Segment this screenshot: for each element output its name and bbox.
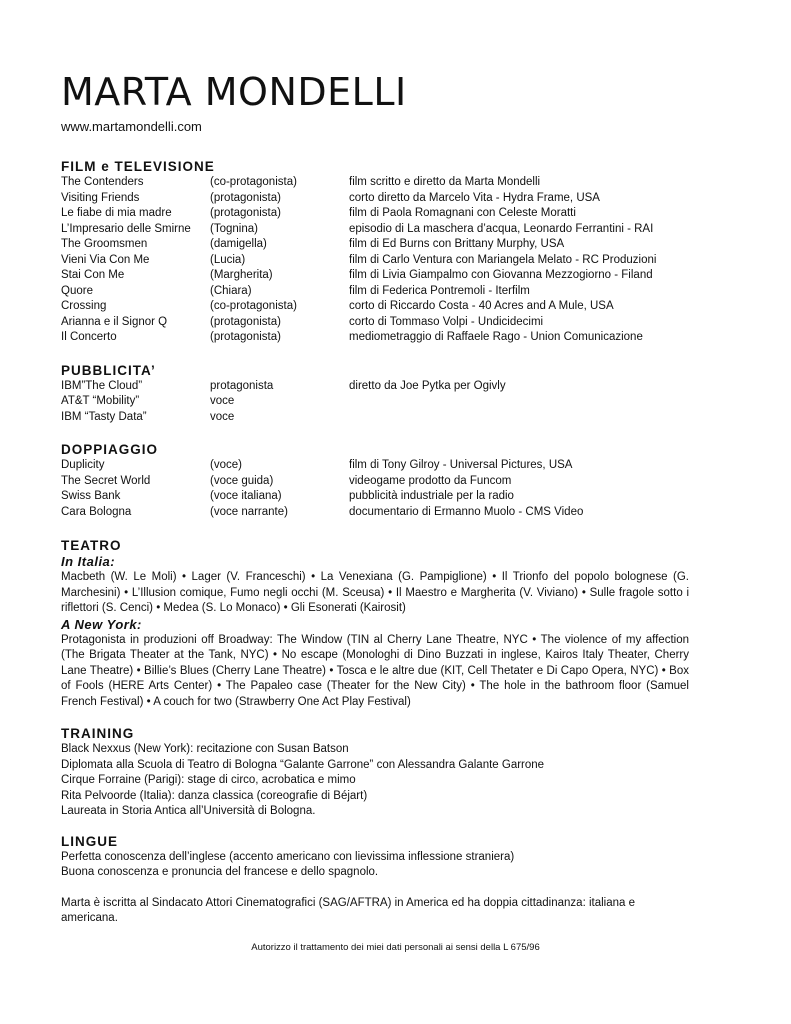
training-line: Rita Pelvoorde (Italia): danza classica (coreografie di Béjart): [61, 789, 368, 802]
section-heading-dubbing: DOPPIAGGIO: [61, 442, 159, 457]
credit-info: film di Carlo Ventura con Mariangela Melato - RC Produzioni: [349, 253, 657, 266]
credit-info: film di Tony Gilroy - Universal Pictures, USA: [349, 459, 573, 471]
training-line: Laureata in Storia Antica all’Università di Bologna.: [61, 805, 316, 817]
credit-row: [61, 315, 689, 331]
credit-title: Il Concerto: [61, 331, 117, 343]
credit-role: (voce narrante): [210, 505, 288, 518]
theatre-italy-text: Macbeth (W. Le Moli) • Lager (V. Franceschi) • La Venexiana (G. Pampiglione) • Il Trionfo del popolo bolognese (G. Marchesini) • L’Illusion comique, Fumo negli occhi (M. Sceusa) • Il Maestro e Margherita (V. Viviano) • Sulle fragole sotto i riflettori (S. Cenci) • Medea (S. Lo Monaco) • Gli Esonerati (Kairosit): [61, 571, 689, 614]
credit-row: [61, 394, 689, 410]
credit-row: [61, 489, 689, 505]
ads-list: [61, 379, 689, 426]
credit-info: film di Paola Romagnani con Celeste Moratti: [349, 207, 576, 219]
credit-role: (Margherita): [210, 269, 273, 281]
credit-role: (voce italiana): [210, 490, 282, 502]
credit-info: episodio di La maschera d’acqua, Leonardo Ferrantini - RAI: [349, 222, 654, 235]
credit-info: film di Federica Pontremoli - Iterfilm: [349, 284, 530, 297]
credit-role: (voce): [210, 459, 242, 471]
resume-page: [61, 70, 689, 927]
credit-title: Crossing: [61, 300, 107, 312]
section-heading-ads: PUBBLICITA’: [61, 362, 156, 378]
privacy-footer: Autorizzo il trattamento dei miei dati personali ai sensi della L 675/96: [251, 942, 540, 953]
credit-role: protagonista: [210, 379, 274, 392]
credit-row: [61, 379, 689, 395]
credit-role: (co-protagonista): [210, 300, 297, 312]
dubbing-list: [61, 458, 689, 520]
credit-role: (Chiara): [210, 284, 252, 297]
credit-row: [61, 330, 689, 346]
languages-section: [61, 834, 689, 927]
credit-title: Le fiabe di mia madre: [61, 207, 172, 219]
credit-info: mediometraggio di Raffaele Rago - Union Comunicazione: [349, 331, 643, 343]
credit-title: The Groomsmen: [61, 238, 148, 250]
credit-info: [349, 410, 689, 426]
credit-info: film scritto e diretto da Marta Mondelli: [349, 176, 541, 188]
section-heading-training: TRAINING: [61, 726, 135, 741]
credit-row: [61, 505, 689, 521]
credit-row: [61, 299, 689, 315]
credit-info: corto di Tommaso Volpi - Undicidecimi: [349, 315, 544, 328]
credit-role: voce: [210, 410, 235, 423]
theatre-newyork-label: A New York:: [61, 616, 142, 632]
credit-row: [61, 458, 689, 474]
credit-title: Duplicity: [61, 459, 105, 471]
credit-role: (Lucia): [210, 253, 246, 266]
credit-role: voce: [210, 395, 235, 407]
credit-role: (protagonista): [210, 191, 281, 204]
credit-title: Swiss Bank: [61, 490, 121, 502]
training-line: Cirque Forraine (Parigi): stage di circo, acrobatica e mimo: [61, 774, 356, 786]
credit-title: IBM”The Cloud”: [61, 379, 143, 392]
credit-info: [349, 394, 689, 410]
credit-role: (damigella): [210, 238, 267, 250]
credit-row: [61, 253, 689, 269]
credit-title: L’Impresario delle Smirne: [61, 222, 191, 235]
theatre-section: [61, 538, 689, 710]
credit-info: videogame prodotto da Funcom: [349, 474, 512, 487]
credit-title: Quore: [61, 284, 93, 297]
credit-row: [61, 237, 689, 253]
credit-row: [61, 268, 689, 284]
section-heading-theatre: TEATRO: [61, 538, 122, 553]
credit-title: Stai Con Me: [61, 269, 125, 281]
credit-title: AT&T “Mobility”: [61, 395, 140, 407]
credit-row: [61, 191, 689, 207]
dubbing-section: [61, 442, 689, 520]
ads-section: [61, 363, 689, 426]
credit-info: film di Ed Burns con Brittany Murphy, USA: [349, 238, 565, 250]
credit-row: [61, 474, 689, 490]
section-heading-languages: LINGUE: [61, 833, 119, 849]
credit-role: (protagonista): [210, 315, 281, 328]
language-line: Buona conoscenza e pronuncia del francese e dello spagnolo.: [61, 866, 379, 878]
union-note: Marta è iscritta al Sindacato Attori Cinematografici (SAG/AFTRA) in America ed ha doppia cittadinanza: italiana e americana.: [61, 896, 635, 924]
credit-row: [61, 222, 689, 238]
training-section: [61, 726, 689, 820]
credit-role: (co-protagonista): [210, 176, 297, 188]
credit-row: [61, 410, 689, 426]
language-line: Perfetta conoscenza dell’inglese (accento americano con lievissima inflessione straniera): [61, 850, 515, 863]
credit-title: The Secret World: [61, 474, 151, 487]
credit-title: The Contenders: [61, 176, 144, 188]
credit-info: documentario di Ermanno Muolo - CMS Video: [349, 505, 584, 518]
credit-title: IBM “Tasty Data”: [61, 410, 147, 423]
training-line: Diplomata alla Scuola di Teatro di Bologna “Galante Garrone” con Alessandra Galante Garrone: [61, 758, 545, 771]
credit-info: corto diretto da Marcelo Vita - Hydra Frame, USA: [349, 191, 600, 204]
website-link[interactable]: www.martamondelli.com: [61, 119, 202, 134]
credit-role: (protagonista): [210, 331, 281, 343]
credit-title: Cara Bologna: [61, 505, 132, 518]
credit-row: [61, 175, 689, 191]
credit-title: Vieni Via Con Me: [61, 253, 150, 266]
film-list: [61, 175, 689, 346]
credit-title: Arianna e il Signor Q: [61, 315, 168, 328]
theatre-italy-label: In Italia:: [61, 554, 116, 569]
page-title: MARTA MONDELLI: [61, 70, 407, 114]
credit-role: (Tognina): [210, 222, 258, 235]
credit-role: (protagonista): [210, 207, 281, 219]
theatre-newyork-text: Protagonista in produzioni off Broadway: The Window (TIN al Cherry Lane Theatre, NYC • The violence of my affection (The Brigata Theater at the Tank, NYC) • No escape (Monologhi di Dino Buzzati in inglese, Kairos Italy Theater, Cherry Lane Theatre) • Billie’s Blues (Cherry Lane Theatre) • Tosca e le altre due (KIT, Cell Thetater e Di Capo Opera, NYC) • Box of Fools (HERE Arts Center) • The Papaleo case (Theater for the New City) • The hole in the bathroom floor (Samuel French Festival) • A couch for two (Strawberry One Act Play Festival): [61, 633, 689, 708]
credit-title: Visiting Friends: [61, 191, 140, 204]
credit-info: corto di Riccardo Costa - 40 Acres and A Mule, USA: [349, 300, 614, 312]
credit-info: pubblicità industriale per la radio: [349, 490, 514, 502]
credit-row: [61, 206, 689, 222]
film-section: [61, 159, 689, 346]
credit-row: [61, 284, 689, 300]
section-heading-film: FILM e TELEVISIONE: [61, 159, 215, 174]
credit-info: diretto da Joe Pytka per Ogivly: [349, 379, 506, 392]
training-line: Black Nexxus (New York): recitazione con Susan Batson: [61, 743, 349, 755]
credit-info: film di Livia Giampalmo con Giovanna Mezzogiorno - Filand: [349, 269, 653, 281]
credit-role: (voce guida): [210, 474, 274, 487]
